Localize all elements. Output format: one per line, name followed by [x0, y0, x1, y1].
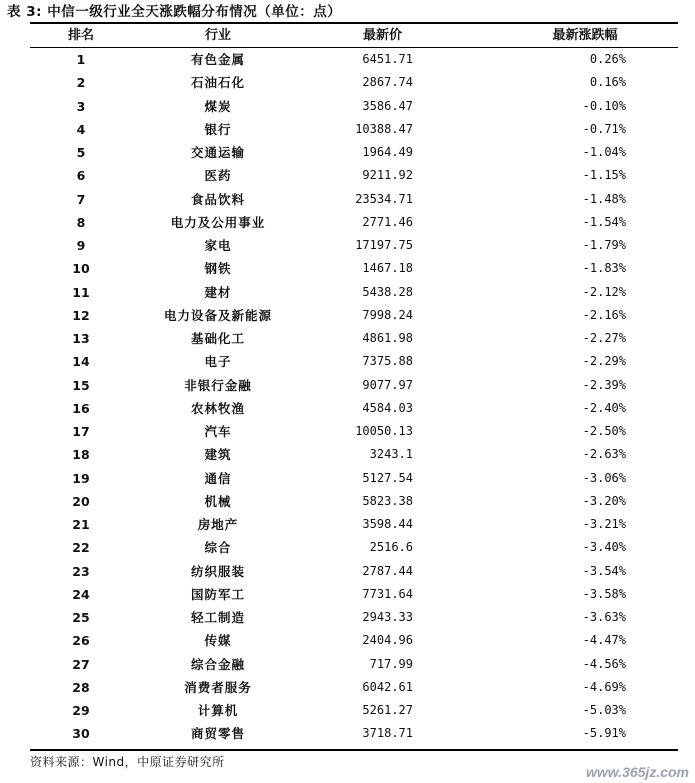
price-cell: 2516.6 [369, 540, 413, 555]
change-cell: -1.79% [582, 238, 626, 252]
industry-cell: 综合 [204, 540, 232, 556]
rank-cell: 19 [72, 470, 90, 486]
rank-cell: 25 [72, 610, 90, 625]
change-cell: -2.29% [582, 354, 626, 369]
change-cell: -3.40% [582, 540, 626, 555]
change-cell: -0.10% [582, 98, 626, 113]
price-cell: 5127.54 [362, 470, 413, 485]
price-cell: 3243.1 [369, 447, 413, 462]
price-cell: 5438.28 [362, 284, 413, 299]
table-title: 表 3: 中信一级行业全天涨跌幅分布情况（单位：点） [7, 4, 342, 20]
industry-cell: 有色金属 [190, 52, 245, 67]
price-cell: 10050.13 [355, 424, 413, 438]
industry-cell: 建筑 [204, 447, 232, 463]
change-cell: -2.63% [582, 447, 626, 462]
change-cell: -5.03% [582, 703, 626, 717]
rank-cell: 3 [76, 98, 86, 114]
industry-cell: 煤炭 [204, 98, 232, 114]
change-cell: -3.06% [582, 470, 626, 485]
table-row [0, 95, 695, 118]
table-row [0, 443, 695, 466]
rank-cell: 24 [72, 586, 90, 602]
price-cell: 3586.47 [362, 98, 413, 113]
change-cell: 0.26% [589, 52, 626, 66]
industry-cell: 综合金融 [190, 656, 245, 672]
header-price: 最新价 [362, 28, 402, 43]
change-cell: -2.39% [582, 377, 626, 392]
table-row [0, 327, 695, 350]
change-cell: -3.54% [582, 563, 626, 578]
industry-cell: 轻工制造 [190, 610, 245, 625]
price-cell: 717.99 [369, 656, 413, 671]
rank-cell: 6 [76, 168, 86, 184]
rank-cell: 14 [72, 354, 90, 370]
change-cell: -3.63% [582, 610, 626, 624]
price-cell: 5261.27 [362, 703, 413, 717]
price-cell: 6451.71 [362, 52, 413, 66]
industry-cell: 建材 [204, 284, 232, 300]
price-cell: 17197.75 [355, 238, 413, 252]
table-row [0, 211, 695, 234]
price-cell: 4584.03 [362, 400, 413, 415]
change-cell: -2.12% [582, 284, 626, 299]
industry-cell: 食品饮料 [190, 191, 245, 207]
price-cell: 7998.24 [362, 307, 413, 322]
table-row [0, 188, 695, 211]
table-row [0, 304, 695, 327]
change-cell: -2.16% [582, 307, 626, 322]
rank-cell: 12 [72, 307, 90, 323]
header-change: 最新涨跌幅 [552, 28, 618, 43]
price-cell: 2404.96 [362, 633, 413, 648]
change-cell: -1.04% [582, 145, 626, 159]
price-cell: 23534.71 [355, 191, 413, 206]
change-cell: -1.48% [582, 191, 626, 206]
source-note: 资料来源：Wind，中原证券研究所 [30, 755, 225, 769]
rank-cell: 22 [72, 540, 90, 556]
price-cell: 2787.44 [362, 563, 413, 578]
industry-cell: 房地产 [197, 517, 239, 532]
rank-cell: 16 [72, 400, 90, 416]
industry-cell: 商贸零售 [190, 726, 245, 742]
price-cell: 3598.44 [362, 517, 413, 531]
price-cell: 7731.64 [362, 586, 413, 601]
table-row [0, 164, 695, 187]
price-cell: 9211.92 [362, 168, 413, 183]
header-industry: 行业 [204, 28, 231, 43]
change-cell: -0.71% [582, 121, 626, 136]
table-row [0, 536, 695, 559]
industry-cell: 电力设备及新能源 [163, 307, 272, 323]
industry-cell: 传媒 [204, 633, 232, 649]
table-row [0, 420, 695, 443]
rank-cell: 15 [72, 377, 90, 393]
industry-cell: 石油石化 [190, 75, 245, 91]
rank-cell: 26 [72, 633, 90, 649]
change-cell: -2.50% [582, 424, 626, 438]
table-row [0, 722, 695, 745]
industry-cell: 电子 [204, 354, 232, 370]
change-cell: -1.83% [582, 261, 626, 276]
change-cell: -3.21% [582, 517, 626, 531]
table-row [0, 629, 695, 652]
rank-cell: 5 [76, 145, 86, 160]
industry-cell: 计算机 [197, 703, 239, 718]
industry-cell: 纺织服装 [190, 563, 245, 579]
header-rank: 排名 [67, 28, 94, 43]
price-cell: 1964.49 [362, 145, 413, 159]
industry-cell: 基础化工 [190, 331, 245, 346]
rank-cell: 2 [76, 75, 86, 91]
industry-cell: 机械 [204, 493, 232, 509]
table-row [0, 234, 695, 257]
change-cell: -2.40% [582, 400, 626, 415]
industry-cell: 农林牧渔 [190, 400, 245, 416]
industry-cell: 国防军工 [190, 586, 245, 602]
table-body [0, 48, 695, 746]
change-cell: -4.47% [582, 633, 626, 648]
price-cell: 5823.38 [362, 493, 413, 508]
rank-cell: 20 [72, 493, 90, 509]
price-cell: 7375.88 [362, 354, 413, 369]
industry-cell: 消费者服务 [184, 679, 252, 695]
price-cell: 6042.61 [362, 679, 413, 694]
rank-cell: 18 [72, 447, 90, 463]
rank-cell: 11 [72, 284, 90, 300]
rank-cell: 23 [72, 563, 90, 579]
rank-cell: 30 [72, 726, 90, 742]
rank-cell: 9 [76, 238, 86, 253]
rank-cell: 10 [72, 261, 90, 277]
price-cell: 9077.97 [362, 377, 413, 392]
change-cell: 0.16% [589, 75, 626, 90]
table-row [0, 653, 695, 676]
industry-cell: 家电 [204, 238, 232, 253]
table-row [0, 583, 695, 606]
price-cell: 2943.33 [362, 610, 413, 624]
table-row [0, 118, 695, 141]
rank-cell: 27 [72, 656, 90, 672]
industry-cell: 钢铁 [204, 261, 232, 277]
industry-cell: 电力及公用事业 [170, 214, 266, 230]
rank-cell: 17 [72, 424, 90, 439]
price-cell: 1467.18 [362, 261, 413, 276]
price-cell: 10388.47 [355, 121, 413, 136]
change-cell: -3.58% [582, 586, 626, 601]
table-row [0, 141, 695, 164]
industry-cell: 通信 [204, 470, 232, 486]
table-row [0, 281, 695, 304]
rank-cell: 28 [72, 679, 90, 695]
industry-cell: 医药 [204, 168, 232, 184]
industry-cell: 非银行金融 [184, 377, 252, 393]
rank-cell: 1 [76, 52, 86, 67]
table-row [0, 606, 695, 629]
rank-cell: 7 [76, 191, 86, 207]
table-row [0, 560, 695, 583]
table-row [0, 350, 695, 373]
table-row [0, 513, 695, 536]
change-cell: -4.69% [582, 679, 626, 694]
change-cell: -1.54% [582, 214, 626, 229]
table-row [0, 467, 695, 490]
change-cell: -4.56% [582, 656, 626, 671]
industry-cell: 银行 [204, 121, 232, 137]
table-row [0, 257, 695, 280]
rank-cell: 8 [76, 214, 86, 230]
price-cell: 2867.74 [362, 75, 413, 90]
table-row [0, 71, 695, 94]
industry-cell: 交通运输 [190, 145, 245, 160]
table-row [0, 397, 695, 420]
change-cell: -1.15% [582, 168, 626, 183]
rank-cell: 21 [72, 517, 90, 532]
table-row [0, 490, 695, 513]
rank-cell: 13 [72, 331, 90, 346]
change-cell: -2.27% [582, 331, 626, 345]
price-cell: 4861.98 [362, 331, 413, 345]
table-row [0, 676, 695, 699]
watermark: www.365jz.com [586, 764, 689, 780]
table-row [0, 48, 695, 71]
table-row [0, 374, 695, 397]
price-cell: 3718.71 [362, 726, 413, 741]
price-cell: 2771.46 [362, 214, 413, 229]
rank-cell: 29 [72, 703, 90, 718]
table-row [0, 699, 695, 722]
change-cell: -3.20% [582, 493, 626, 508]
change-cell: -5.91% [582, 726, 626, 741]
industry-cell: 汽车 [204, 424, 232, 439]
rank-cell: 4 [76, 121, 86, 137]
